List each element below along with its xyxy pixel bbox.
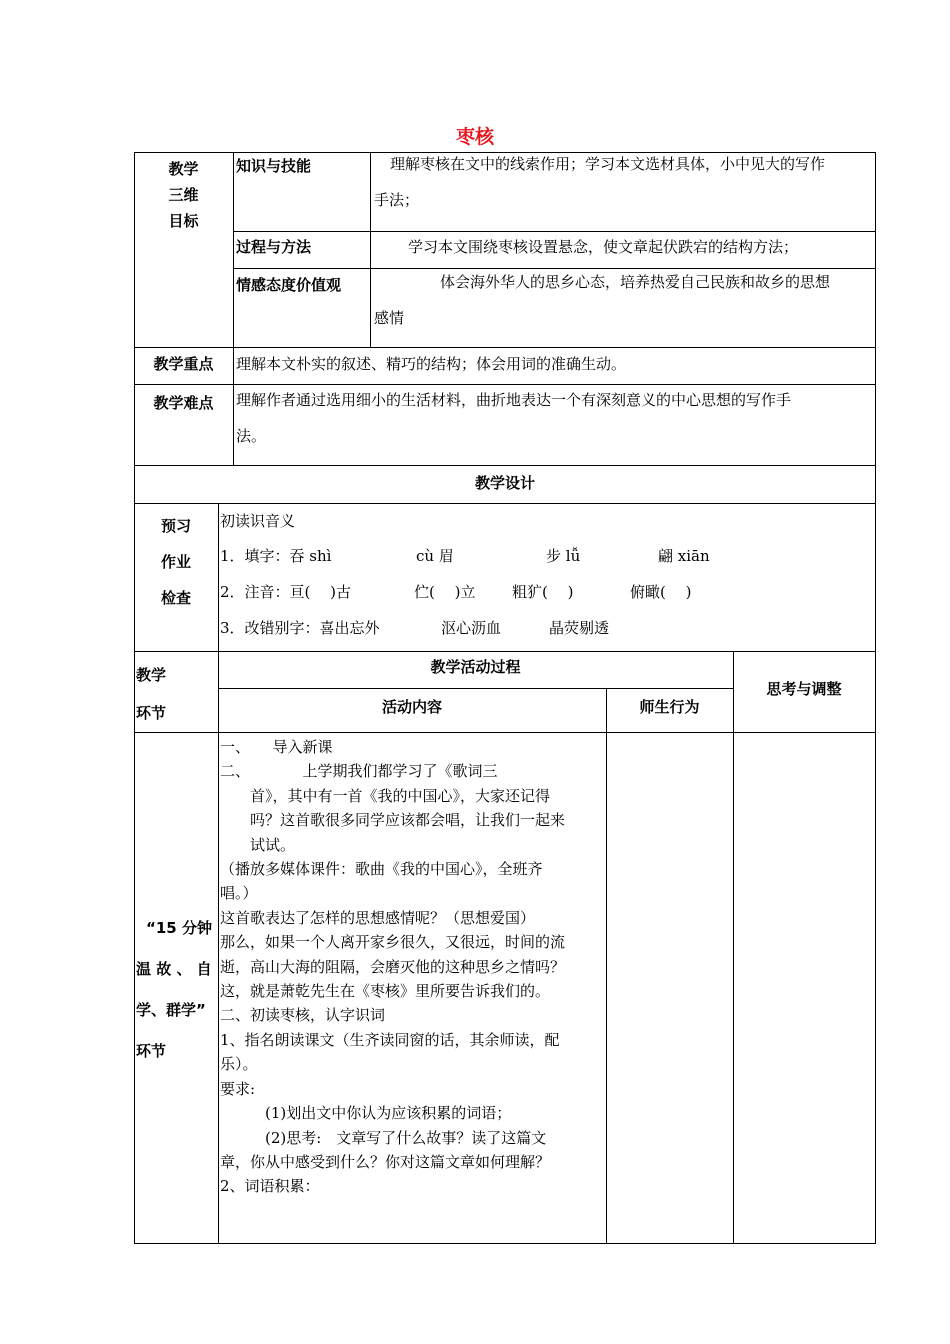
process-label: 过程与方法	[236, 238, 312, 256]
design-header: 教学设计	[474, 474, 535, 492]
activity-content: 一、 导入新课 二、 上学期我们都学习了《歌词三 首》，其中有一首《我的中国心》，大家还记得 吗？这首歌很多同学应该都会唱，让我们一起来 试试。 （播放多媒体课件：歌曲《我的中国心》，全班齐 唱。） 这首歌表达了怎样的思想感情呢？（思想爱国） 那么，如果一个人离开家乡很久，又很远，时间的流 逝，高山大海的阻隔，会磨灭他的这种思乡之情吗？ 这，就是萧乾先生在《枣核》里所要告诉我们的。 二、初读枣核，认字识词 1、指名朗读课文（生齐读同窗的话，其余师读，配 乐）。 要求: (1)划出文中你认为应该积累的词语； (2)思考: 文章写了什么故事？读了这篇文 章，你从中感受到什么？你对这篇文章如何理解？ 2、词语积累：	[220, 738, 566, 1196]
emotion-label: 情感态度价值观	[236, 276, 342, 294]
key-point-text: 理解本文朴实的叙述、精巧的结构；体会用词的准确生动。	[236, 355, 627, 373]
goals-label: 教学 三维 目标	[168, 160, 199, 230]
preview-label: 预习 作业 检查	[160, 517, 191, 607]
reflection-header: 思考与调整	[766, 680, 842, 698]
activity-process-header: 教学活动过程	[430, 658, 521, 676]
activity-content-header: 活动内容	[381, 698, 442, 716]
teacher-student-header: 师生行为	[639, 698, 700, 716]
preview-heading: 初读识音义	[220, 512, 296, 530]
key-point-label: 教学重点	[153, 355, 214, 373]
page-title: 枣核	[455, 126, 494, 148]
emotion-text: 体会海外华人的思乡心态，培养热爱自己民族和故乡的思想 感情	[374, 273, 831, 327]
knowledge-label: 知识与技能	[236, 157, 312, 175]
knowledge-text: 理解枣核在文中的线索作用；学习本文选材具体，小中见大的写作 手法；	[374, 155, 826, 209]
difficulty-text: 理解作者通过选用细小的生活材料，曲折地表达一个有深刻意义的中心思想的写作手 法。	[236, 391, 792, 445]
difficulty-label: 教学难点	[153, 394, 214, 412]
process-text: 学习本文围绕枣核设置悬念，使文章起伏跌宕的结构方法；	[408, 238, 799, 256]
stage-label: “15 分钟 温 故 、 自 学、群学” 环节	[136, 919, 212, 1060]
stage-header: 教学 环节	[136, 666, 167, 722]
